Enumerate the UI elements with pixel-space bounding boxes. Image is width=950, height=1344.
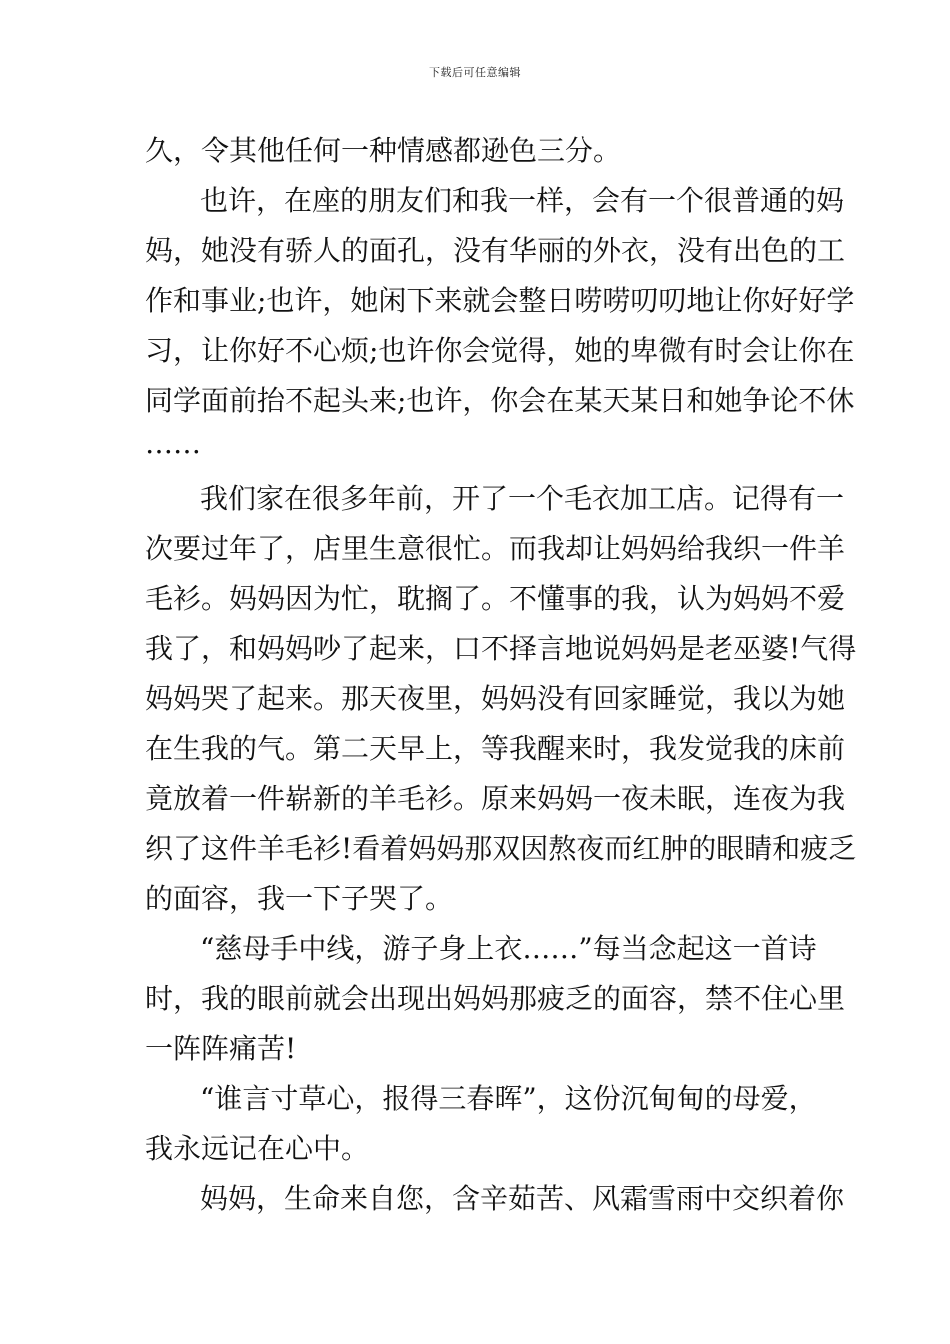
text-line: “谁言寸草心，报得三春晖”，这份沉甸甸的母爱， <box>200 1082 817 1115</box>
text-line: 次要过年了，店里生意很忙。而我却让妈妈给我织一件羊 <box>145 532 846 565</box>
text-line: “慈母手中线，游子身上衣……”每当念起这一首诗 <box>200 932 817 965</box>
text-line: 久，令其他任何一种情感都逊色三分。 <box>145 134 622 167</box>
text-line: 同学面前抬不起头来;也许，你会在某天某日和她争论不休 <box>145 384 855 417</box>
text-line: 我了，和妈妈吵了起来，口不择言地说妈妈是老巫婆!气得 <box>145 632 857 665</box>
text-line: 织了这件羊毛衫!看着妈妈那双因熬夜而红肿的眼睛和疲乏 <box>145 832 857 865</box>
text-line: 时，我的眼前就会出现出妈妈那疲乏的面容，禁不住心里 <box>145 982 846 1015</box>
text-line: 一阵阵痛苦! <box>145 1032 297 1065</box>
text-line: 的面容，我一下子哭了。 <box>145 882 454 915</box>
text-line: 我永远记在心中。 <box>145 1132 370 1165</box>
text-line: 妈妈哭了起来。那天夜里，妈妈没有回家睡觉，我以为她 <box>145 682 846 715</box>
page-header: 下载后可任意编辑 <box>429 66 521 79</box>
text-line: 作和事业;也许，她闲下来就会整日唠唠叨叨地让你好好学 <box>145 284 855 317</box>
text-line: 妈妈，生命来自您，含辛茹苦、风霜雪雨中交织着你 <box>200 1182 845 1215</box>
text-line: 我们家在很多年前，开了一个毛衣加工店。记得有一 <box>200 482 845 515</box>
text-line: 妈，她没有骄人的面孔，没有华丽的外衣，没有出色的工 <box>145 234 846 267</box>
text-line: 在生我的气。第二天早上，等我醒来时，我发觉我的床前 <box>145 732 846 765</box>
text-line: 竟放着一件崭新的羊毛衫。原来妈妈一夜未眠，连夜为我 <box>145 782 846 815</box>
text-line: 习，让你好不心烦;也许你会觉得，她的卑微有时会让你在 <box>145 334 855 367</box>
text-line: …… <box>145 427 201 460</box>
text-line: 也许，在座的朋友们和我一样，会有一个很普通的妈 <box>200 184 845 217</box>
text-line: 毛衫。妈妈因为忙，耽搁了。不懂事的我，认为妈妈不爱 <box>145 582 846 615</box>
